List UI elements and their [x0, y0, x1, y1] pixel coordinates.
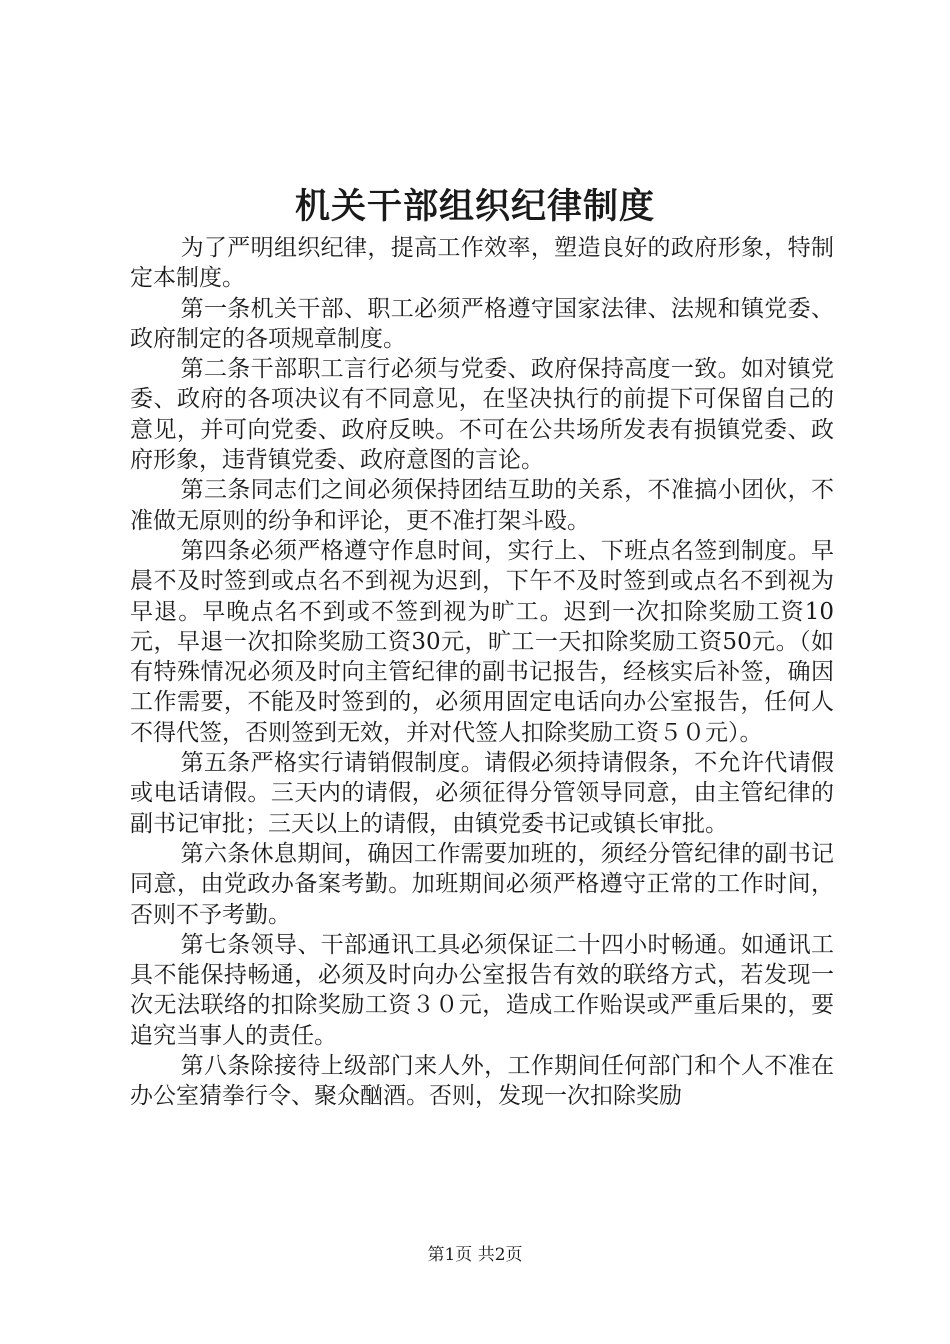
- page-number-footer: 第1页 共2页: [427, 1245, 523, 1265]
- paragraph-article-5: 第五条严格实行请销假制度。请假必须持请假条，不允许代请假或电话请假。三天内的请假，必须征得分管领导同意，由主管纪律的副书记审批；三天以上的请假，由镇党委书记或镇长审批。: [130, 750, 834, 837]
- paragraph-article-2: 第二条干部职工言行必须与党委、政府保持高度一致。如对镇党委、政府的各项决议有不同意见，在坚决执行的前提下可保留自己的意见，并可向党委、政府反映。不可在公共场所发表有损镇党委、政府形象，违背镇党委、政府意图的言论。: [130, 356, 834, 474]
- paragraph-article-7: 第七条领导、干部通讯工具必须保证二十四小时畅通。如通讯工具不能保持畅通，必须及时向办公室报告有效的联络方式，若发现一次无法联络的扣除奖励工资３０元，造成工作贻误或严重后果的，要追究当事人的责任。: [130, 931, 834, 1049]
- document-title: 机关干部组织纪律制度: [294, 186, 655, 227]
- paragraph-intro: 为了严明组织纪律，提高工作效率，塑造良好的政府形象，特制定本制度。: [130, 235, 834, 292]
- paragraph-article-8: 第八条除接待上级部门来人外，工作期间任何部门和个人不准在办公室猜拳行令、聚众酗酒。否则，发现一次扣除奖励: [130, 1053, 834, 1110]
- paragraph-article-6: 第六条休息期间，确因工作需要加班的，须经分管纪律的副书记同意，由党政办备案考勤。加班期间必须严格遵守正常的工作时间，否则不予考勤。: [130, 840, 834, 928]
- paragraph-article-4: 第四条必须严格遵守作息时间，实行上、下班点名签到制度。早晨不及时签到或点名不到视为迟到，下午不及时签到或点名不到视为早退。早晚点名不到或不签到视为旷工。迟到一次扣除奖励工资10元，早退一次扣除奖励工资30元，旷工一天扣除奖励工资50元。（如有特殊情况必须及时向主管纪律的副书记报告，经核实后补签，确因工作需要，不能及时签到的，必须用固定电话向办公室报告，任何人不得代签，否则签到无效，并对代签人扣除奖励工资５０元）。: [130, 537, 834, 746]
- paragraph-article-1: 第一条机关干部、职工必须严格遵守国家法律、法规和镇党委、政府制定的各项规章制度。: [130, 295, 834, 352]
- paragraph-article-3: 第三条同志们之间必须保持团结互助的关系，不准搞小团伙，不准做无原则的纷争和评论，更不准打架斗殴。: [130, 477, 834, 534]
- document-body: [130, 233, 834, 1112]
